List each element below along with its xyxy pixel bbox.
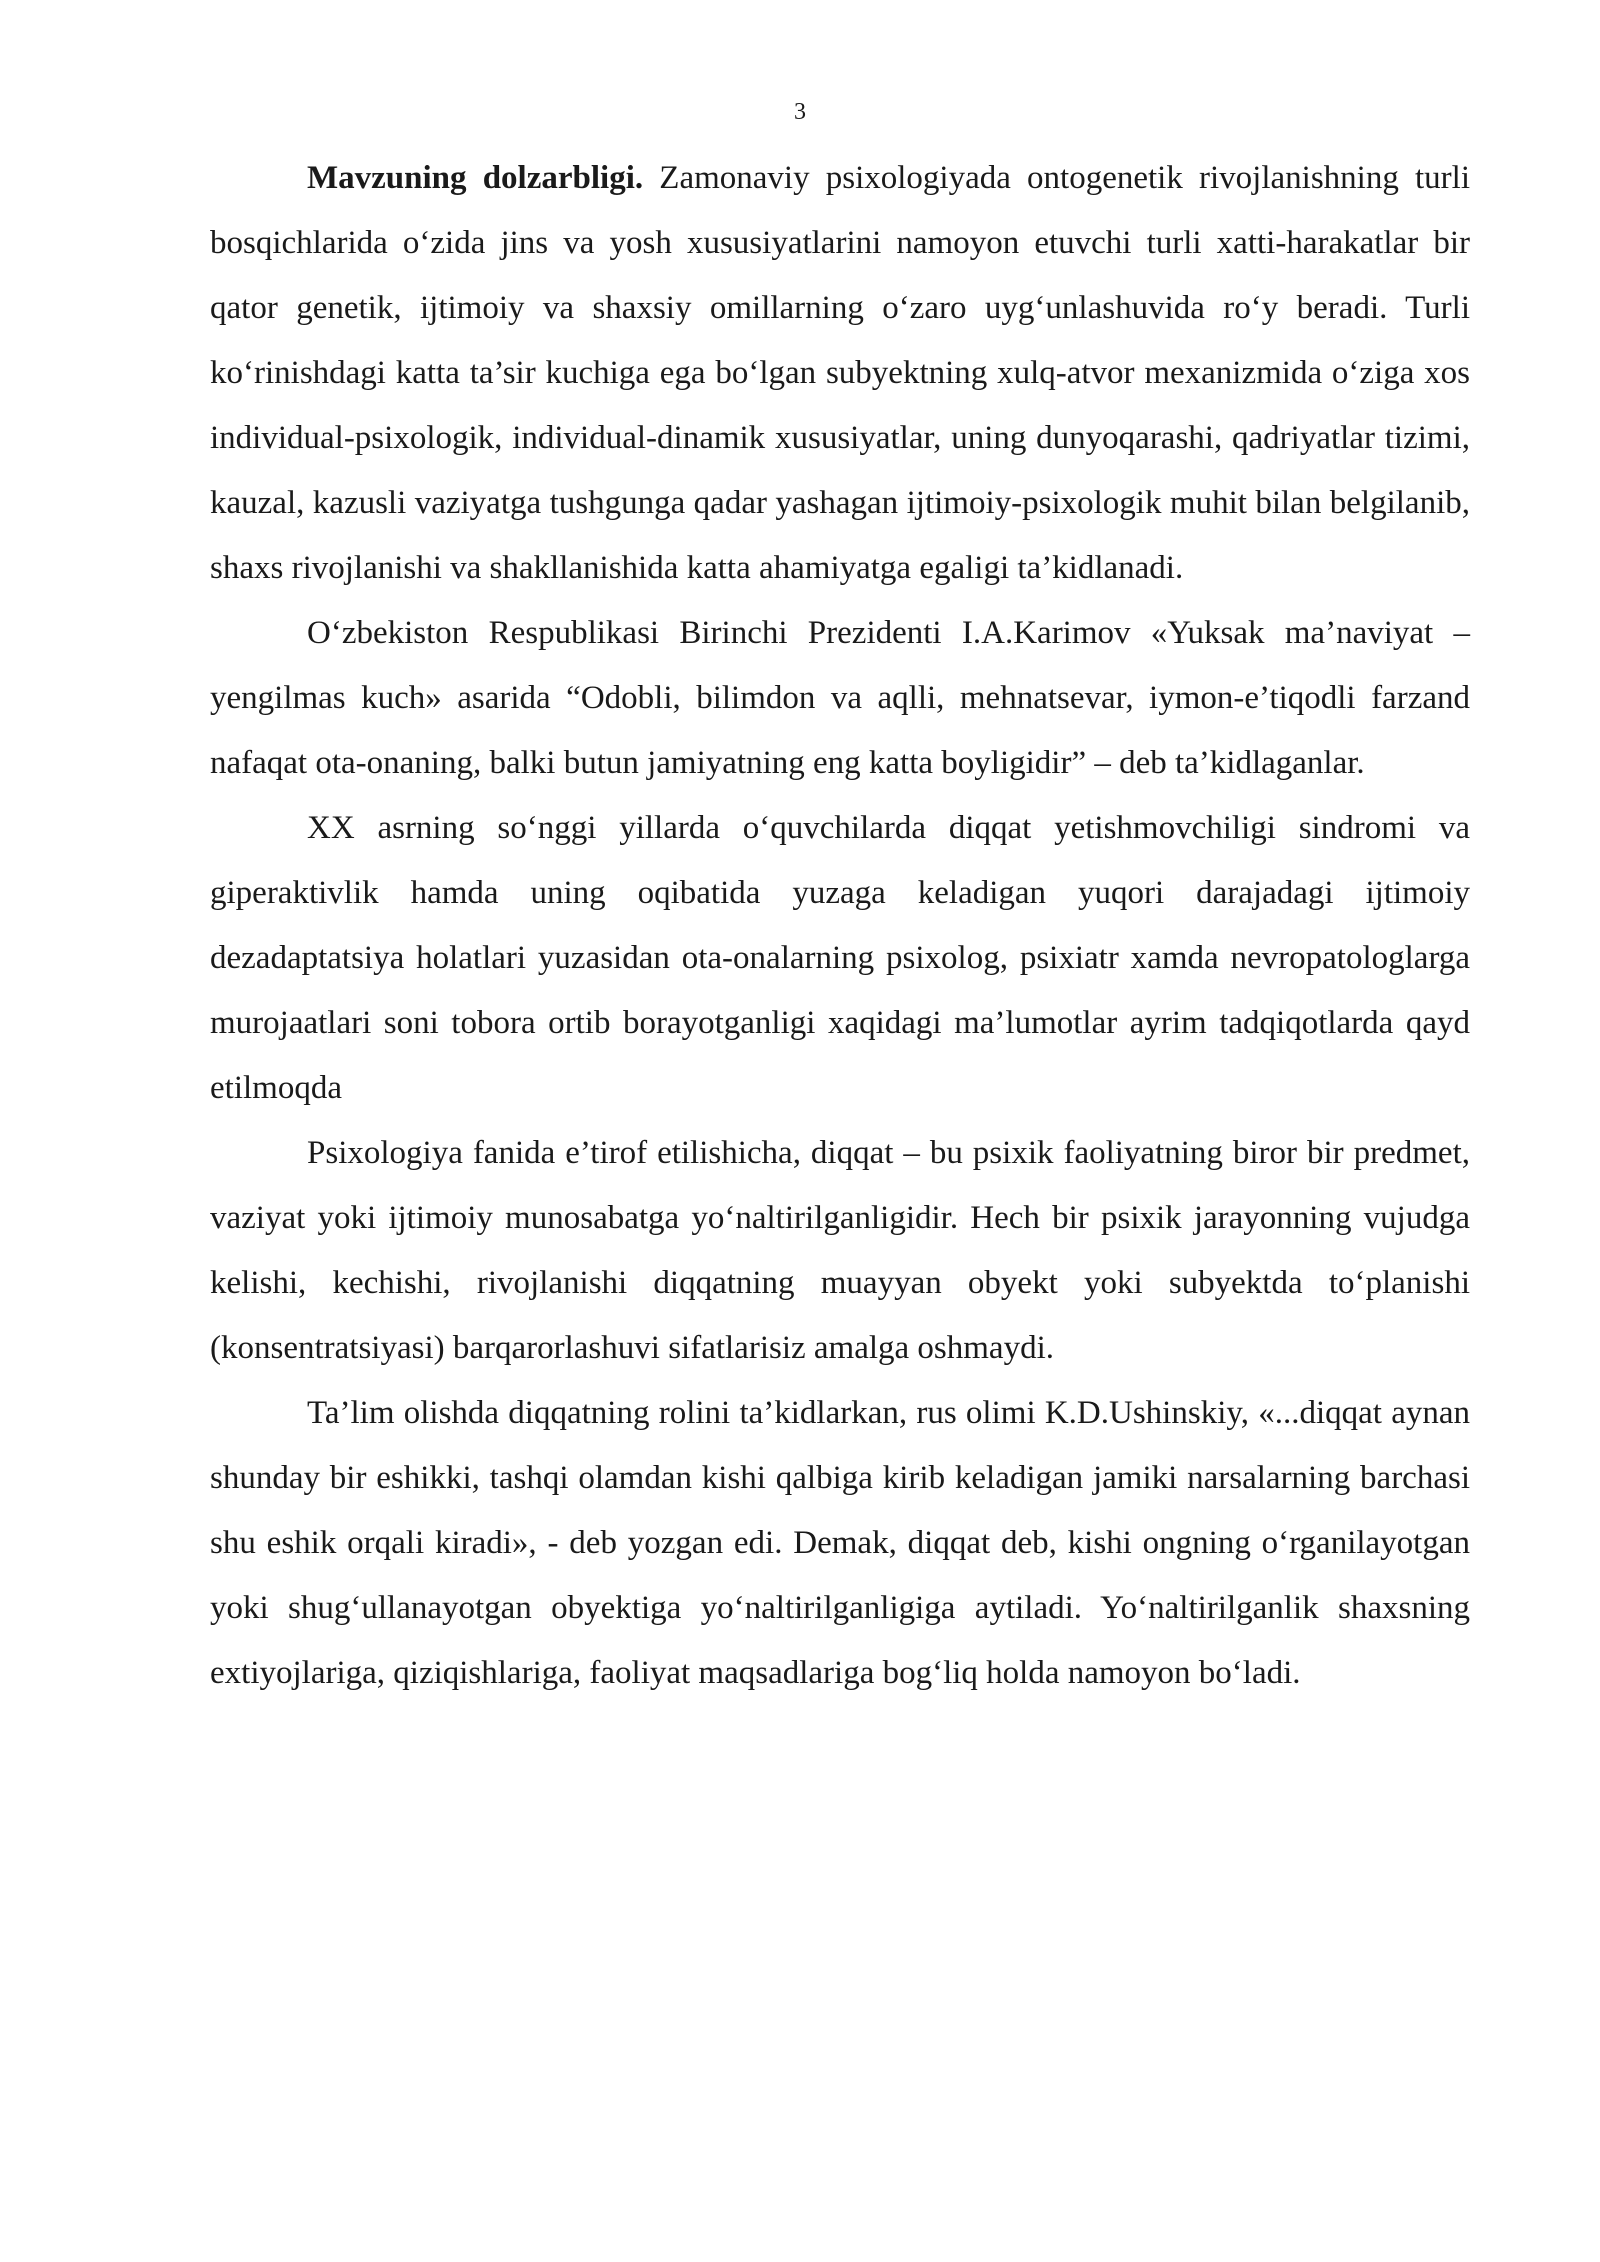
paragraph-relevance [210, 146, 1470, 601]
section-heading: Mavzuning dolzarbligi. [307, 160, 644, 196]
page-number: 3 [794, 99, 806, 125]
body-text [210, 146, 1470, 1706]
paragraph-attention-definition: Psixologiya fanida e’tirof etilishicha, diqqat – bu psixik faoliyatning biror bir predmet, vaziyat yoki ijtimoiy munosabatga yo‘naltirilganligidir. Hech bir psixik jarayonning vujudga kelishi, kechishi, rivojlanishi diqqatning muayyan obyekt yoki subyektda to‘planishi (konsentratsiyasi) barqarorlashuvi sifatlarisiz amalga oshmaydi. [210, 1135, 1470, 1366]
paragraph-text: Zamonaviy psixologiyada ontogenetik rivojlanishning turli bosqichlarida o‘zida jins va yosh xususiyatlarini namoyon etuvchi turli xatti-harakatlar bir qator genetik, ijtimoiy va shaxsiy omillarning o‘zaro uyg‘unlashuvida ro‘y beradi. Turli ko‘rinishdagi katta ta’sir kuchiga ega bo‘lgan subyektning xulq-atvor mexanizmida o‘ziga xos individual-psixologik, individual-dinamik xususiyatlar, uning dunyoqarashi, qadriyatlar tizimi, kauzal, kazusli vaziyatga tushgunga qadar yashagan ijtimoiy-psixologik muhit bilan belgilanib, shaxs rivojlanishi va shakllanishida katta ahamiyatga egaligi ta’kidlanadi. [210, 160, 1471, 586]
paragraph-karimov-quote: O‘zbekiston Respublikasi Birinchi Prezidenti I.A.Karimov «Yuksak ma’naviyat – yengilmas kuch» asarida “Odobli, bilimdon va aqlli, mehnatsevar, iymon-e’tiqodli farzand nafaqat ota-onaning, balki butun jamiyatning eng katta boyligidir” – deb ta’kidlaganlar. [210, 615, 1470, 781]
paragraph-ushinskiy-quote: Ta’lim olishda diqqatning rolini ta’kidlarkan, rus olimi K.D.Ushinskiy, «...diqqat aynan shunday bir eshikki, tashqi olamdan kishi qalbiga kirib keladigan jamiki narsalarning barchasi shu eshik orqali kiradi», - deb yozgan edi. Demak, diqqat deb, kishi ongning o‘rganilayotgan yoki shug‘ullanayotgan obyektiga yo‘naltirilganligiga aytiladi. Yo‘naltirilganlik shaxsning extiyojlariga, qiziqishlariga, faoliyat maqsadlariga bog‘liq holda namoyon bo‘ladi. [210, 1395, 1470, 1691]
paragraph-adhd-statistics: XX asrning so‘nggi yillarda o‘quvchilarda diqqat yetishmovchiligi sindromi va giperaktivlik hamda uning oqibatida yuzaga keladigan yuqori darajadagi ijtimoiy dezadaptatsiya holatlari yuzasidan ota-onalarning psixolog, psixiatr xamda nevropatologlarga murojaatlari soni tobora ortib borayotganligi xaqidagi ma’lumotlar ayrim tadqiqotlarda qayd etilmoqda [210, 810, 1470, 1106]
